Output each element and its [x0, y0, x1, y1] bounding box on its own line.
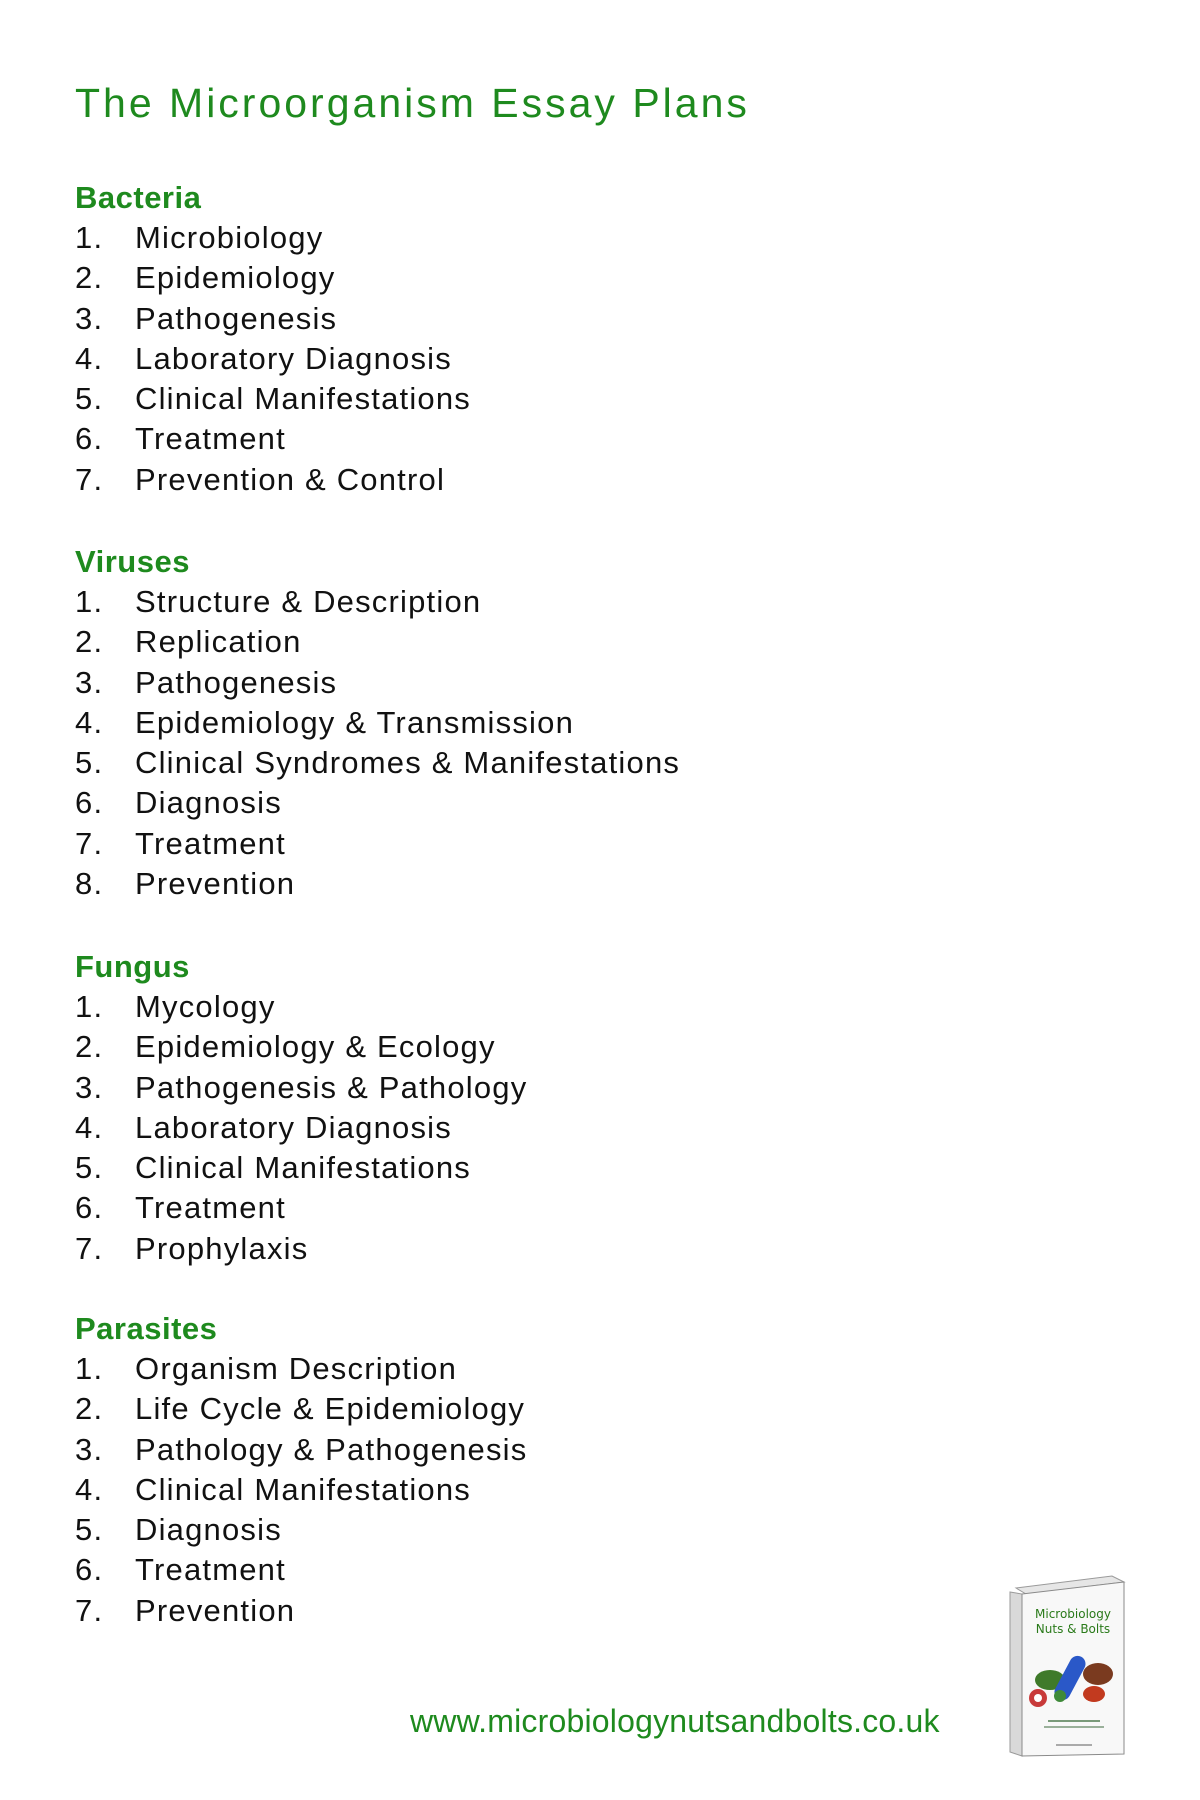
item-number: 1. — [75, 989, 104, 1024]
item-label: Laboratory Diagnosis — [135, 1109, 452, 1145]
item-label: Clinical Manifestations — [135, 381, 472, 417]
item-label: Epidemiology & Transmission — [135, 704, 575, 740]
item-number: 2. — [75, 260, 104, 296]
item-label: Epidemiology — [135, 260, 336, 296]
item-label: Diagnosis — [135, 785, 282, 821]
item-number: 3. — [75, 1069, 104, 1105]
list-item — [75, 460, 471, 500]
section-heading: Bacteria — [75, 180, 202, 215]
list-item — [75, 299, 471, 339]
item-label: Pathogenesis & Pathology — [135, 1069, 528, 1105]
item-label: Clinical Syndromes & Manifestations — [135, 745, 681, 781]
list-item — [75, 987, 527, 1027]
plan-list — [75, 582, 680, 904]
plan-list — [75, 987, 527, 1269]
item-number: 4. — [75, 1471, 104, 1507]
item-label: Treatment — [135, 825, 286, 861]
item-label: Pathogenesis — [135, 664, 338, 700]
list-item — [75, 663, 680, 703]
item-number: 7. — [75, 1230, 104, 1266]
item-label: Treatment — [135, 421, 286, 457]
item-label: Epidemiology & Ecology — [135, 1029, 496, 1065]
list-item — [75, 582, 680, 622]
list-item — [75, 1550, 527, 1590]
item-label: Prevention — [135, 1592, 296, 1628]
list-item — [75, 864, 680, 904]
list-item — [75, 1389, 527, 1429]
item-number: 3. — [75, 300, 104, 336]
item-number: 4. — [75, 1109, 104, 1145]
list-item — [75, 1349, 527, 1389]
book-cover-image — [1000, 1572, 1130, 1760]
item-label: Life Cycle & Epidemiology — [135, 1391, 526, 1427]
list-item — [75, 783, 680, 823]
item-number: 6. — [75, 421, 104, 457]
section-heading: Fungus — [75, 949, 190, 984]
item-label: Structure & Description — [135, 584, 482, 619]
item-number: 7. — [75, 461, 104, 497]
list-item — [75, 339, 471, 379]
list-item — [75, 622, 680, 662]
list-item — [75, 218, 471, 258]
section-bacteria — [75, 178, 471, 500]
item-number: 3. — [75, 664, 104, 700]
book-title-line1: Microbiology — [1035, 1607, 1111, 1621]
item-label: Pathology & Pathogenesis — [135, 1431, 528, 1467]
item-number: 1. — [75, 1351, 104, 1386]
list-item — [75, 1068, 527, 1108]
list-item — [75, 1148, 527, 1188]
list-item — [75, 419, 471, 459]
list-item — [75, 1510, 527, 1550]
section-heading: Parasites — [75, 1311, 218, 1346]
list-item — [75, 1027, 527, 1067]
page-title: The Microorganism Essay Plans — [75, 80, 750, 126]
item-label: Clinical Manifestations — [135, 1150, 472, 1186]
item-label: Clinical Manifestations — [135, 1471, 472, 1507]
plan-list — [75, 218, 471, 500]
item-number: 6. — [75, 785, 104, 821]
item-label: Microbiology — [135, 220, 324, 255]
item-label: Prophylaxis — [135, 1230, 309, 1266]
list-item — [75, 1591, 527, 1631]
item-label: Laboratory Diagnosis — [135, 340, 452, 376]
website-link[interactable]: www.microbiologynutsandbolts.co.uk — [410, 1703, 940, 1739]
item-number: 2. — [75, 1029, 104, 1065]
item-number: 8. — [75, 866, 104, 902]
item-number: 1. — [75, 220, 104, 255]
list-item — [75, 743, 680, 783]
list-item — [75, 1470, 527, 1510]
item-number: 2. — [75, 1391, 104, 1427]
item-number: 7. — [75, 1592, 104, 1628]
section-viruses — [75, 542, 680, 904]
item-label: Prevention & Control — [135, 461, 446, 497]
item-number: 3. — [75, 1431, 104, 1467]
list-item — [75, 824, 680, 864]
item-number: 5. — [75, 1512, 104, 1548]
item-label: Mycology — [135, 989, 276, 1024]
item-label: Replication — [135, 624, 302, 660]
item-number: 5. — [75, 381, 104, 417]
item-number: 5. — [75, 745, 104, 781]
item-number: 7. — [75, 825, 104, 861]
list-item — [75, 258, 471, 298]
item-label: Treatment — [135, 1552, 286, 1588]
book-title-line2: Nuts & Bolts — [1035, 1622, 1111, 1636]
item-number: 1. — [75, 584, 104, 619]
section-fungus — [75, 947, 527, 1269]
item-label: Diagnosis — [135, 1512, 282, 1548]
list-item — [75, 1108, 527, 1148]
item-label: Organism Description — [135, 1351, 458, 1386]
list-item — [75, 1188, 527, 1228]
item-label: Prevention — [135, 866, 296, 902]
list-item — [75, 1430, 527, 1470]
item-number: 2. — [75, 624, 104, 660]
item-label: Pathogenesis — [135, 300, 338, 336]
list-item — [75, 379, 471, 419]
section-heading: Viruses — [75, 544, 190, 579]
item-number: 6. — [75, 1552, 104, 1588]
plan-list — [75, 1349, 527, 1631]
item-number: 4. — [75, 704, 104, 740]
item-number: 4. — [75, 340, 104, 376]
list-item — [75, 1229, 527, 1269]
list-item — [75, 703, 680, 743]
item-number: 5. — [75, 1150, 104, 1186]
item-number: 6. — [75, 1190, 104, 1226]
item-label: Treatment — [135, 1190, 286, 1226]
section-parasites — [75, 1309, 527, 1631]
